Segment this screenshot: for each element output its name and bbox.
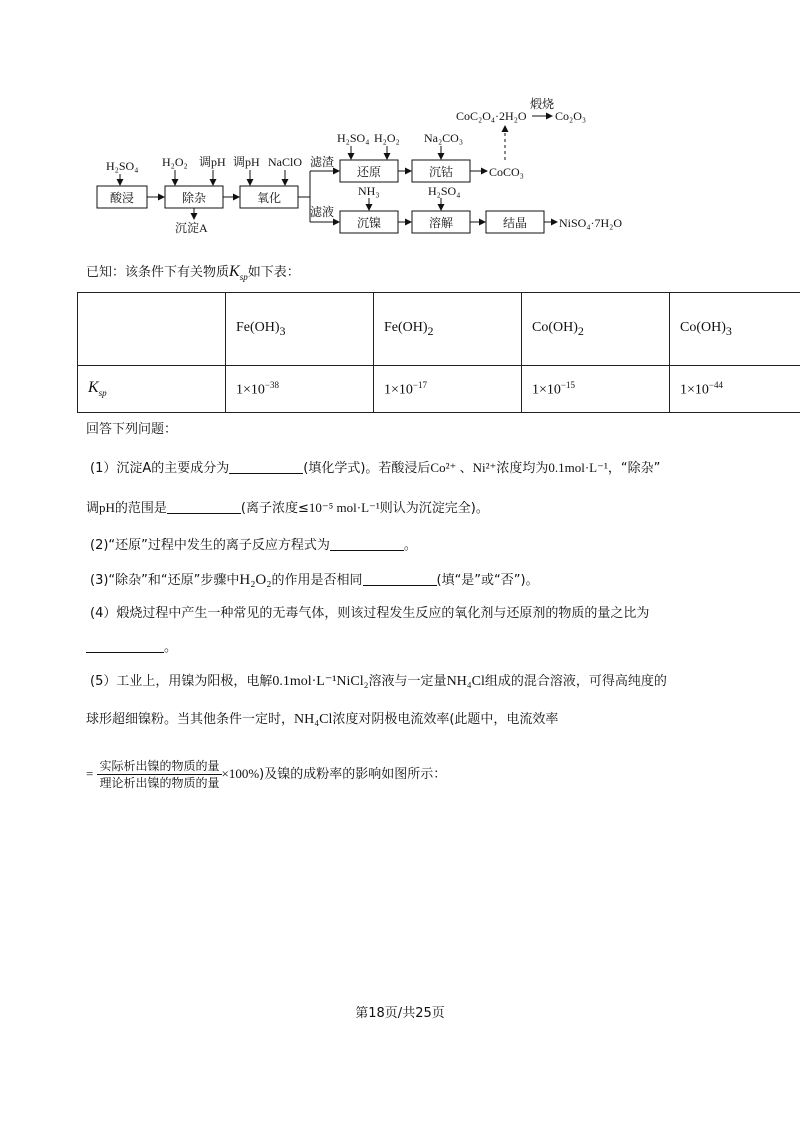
- efficiency-fraction: $\frac{\text{实际析出镍的物质的量}}{\text{理论析出镍的物质的量}}$: [99, 759, 220, 790]
- question-2: (2)“还原”过程中发生的离子反应方程式为 。: [90, 538, 417, 553]
- label-precipitate-a: 沉淀A: [175, 221, 208, 235]
- table-cell: $1\times 10^{-17}$: [374, 366, 522, 413]
- table-header-cell: $Co(OH)_2$: [522, 293, 670, 366]
- label-coco3: CoCO₃: [489, 165, 524, 179]
- box-label-reduction: 还原: [356, 165, 382, 179]
- label-niso4: NiSO₄·7H₂O: [559, 216, 623, 230]
- table-row-label: $K_{sp}$: [78, 366, 226, 413]
- reagent-adjust-ph-2: 调pH: [233, 155, 260, 169]
- label-calcine: 煅烧: [530, 97, 555, 111]
- table-corner-cell: [78, 293, 226, 366]
- answer-blank[interactable]: [86, 638, 164, 653]
- page-footer: 第18页/共25页: [355, 1006, 445, 1021]
- known-line: [86, 262, 300, 287]
- table-cell: $1\times 10^{-44}$: [670, 366, 800, 413]
- ksp-table: [77, 292, 800, 413]
- table-cell: $1\times 10^{-38}$: [226, 366, 374, 413]
- reagent-naclo: NaClO: [268, 155, 302, 169]
- answer-blank[interactable]: [167, 499, 241, 514]
- process-flowchart: [0, 0, 800, 250]
- known-tail: 如下表：: [247, 265, 300, 280]
- reagent-h2o2-1: H₂O₂: [162, 155, 188, 169]
- reagent-h2so4-leach: H₂SO₄: [106, 159, 139, 173]
- known-text: 已知：该条件下有关物质: [86, 265, 230, 280]
- table-header-cell: $Fe(OH)_3$: [226, 293, 374, 366]
- label-co2o3: Co₂O₃: [555, 109, 587, 123]
- question-1-line-2: 调pH的范围是 (离子浓度≤10⁻⁵ mol·L⁻¹则认为沉淀完全)。: [86, 500, 489, 516]
- table-header-row: [78, 293, 800, 366]
- label-filtrate: 滤液: [310, 205, 335, 219]
- table-cell: $1\times 10^{-15}$: [522, 366, 670, 413]
- question-5-line-2: 球形超细镍粉。当其他条件一定时，NH₄Cl浓度对阴极电流效率(此题中，电流效率: [86, 712, 559, 727]
- question-1-line-1: (1）沉淀A的主要成分为 (填化学式)。若酸浸后Co²⁺ 、Ni²⁺浓度均为0.1mol·L⁻¹，“除杂”: [90, 460, 661, 476]
- question-4-line-2: 。: [86, 638, 177, 658]
- box-label-cobalt-precip: 沉钴: [428, 165, 454, 179]
- questions-intro: 回答下列问题：: [86, 422, 178, 437]
- reagent-adjust-ph-1: 调pH: [199, 155, 226, 169]
- question-4-line-1: (4）煅烧过程中产生一种常见的无毒气体，则该过程发生反应的氧化剂与还原剂的物质的量之比为: [90, 606, 650, 621]
- box-label-acid-leach: 酸浸: [109, 191, 135, 205]
- reagent-na2co3: Na₂CO₃: [424, 131, 464, 145]
- answer-blank[interactable]: [363, 571, 437, 586]
- box-label-nickel-precip: 沉镍: [356, 216, 382, 230]
- question-5-line-1: (5）工业上，用镍为阳极，电解0.1mol·L⁻¹NiCl₂溶液与一定量NH₄Cl组成的混合溶液，可得高纯度的: [90, 674, 667, 689]
- ksp-symbol: $K_{sp}$: [229, 263, 248, 283]
- table-header-cell: $Co(OH)_3$: [670, 293, 800, 366]
- label-coc2o4: CoC₂O₄·2H₂O: [456, 109, 527, 123]
- box-label-dissolve: 溶解: [428, 216, 454, 230]
- table-header-cell: $Fe(OH)_2$: [374, 293, 522, 366]
- reagent-h2so4-2: H₂SO₄: [337, 131, 370, 145]
- answer-blank[interactable]: [229, 459, 303, 474]
- answer-blank[interactable]: [330, 536, 404, 551]
- reagent-nh3: NH₃: [358, 184, 380, 198]
- box-label-crystallize: 结晶: [502, 216, 528, 230]
- question-3: (3)“除杂”和“还原”步骤中H₂O₂的作用是否相同 (填“是”或“否”)。: [90, 572, 539, 588]
- reagent-h2o2-2: H₂O₂: [374, 131, 400, 145]
- reagent-h2so4-3: H₂SO₄: [428, 184, 461, 198]
- label-residue: 滤渣: [310, 155, 335, 169]
- box-label-remove-impurity: 除杂: [181, 191, 207, 205]
- box-label-oxidation: 氧化: [256, 191, 282, 205]
- table-row: [78, 366, 800, 413]
- question-5-line-3: = $\frac{\text{实际析出镍的物质的量}}{\text{理论析出镍的物质的量}}$ ×100%)及镍的成粉率的影响如图所示：: [86, 759, 447, 790]
